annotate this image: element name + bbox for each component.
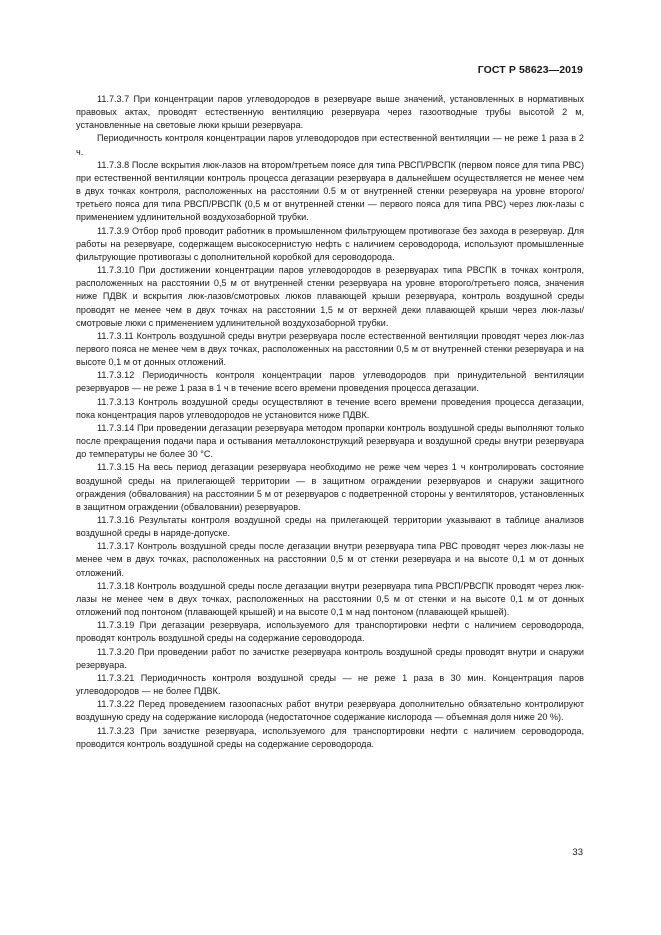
paragraph-11-7-3-11: 11.7.3.11 Контроль воздушной среды внутри резервуара после естественной вентиляции проводят через люк-лаз первого пояса не менее чем в двух точках, расположенных на расстоянии 0,5 м от внутренней стенки резервуара и на высоте 0,1 м от донных отложений. <box>76 330 584 368</box>
paragraph-11-7-3-9: 11.7.3.9 Отбор проб проводит работник в промышленном фильтрующем противогазе без захода в резервуар. Для работы на резервуаре, содержащем высокосернистую нефть с наличием сероводорода, используют промышленные фильтрующие противогазы с дополнительной коробкой для сероводорода. <box>76 225 584 262</box>
paragraph-11-7-3-14: 11.7.3.14 При проведении дегазации резервуара методом пропарки контроль воздушной среды выполняют только после прекращения подачи пара и остывания металлоконструкций резервуара и воздушной среды внутри резервуара до температуры не более 30 °С. <box>76 422 584 460</box>
paragraph-11-7-3-8: 11.7.3.8 После вскрытия люк-лазов на втором/третьем поясе для типа РВСП/РВСПК (первом поясе для типа РВС) при естественной вентиляции контроль процесса дегазации резервуара в дальнейшем осуществляется не менее чем в двух точках контроля, расположенных на расстоянии 0.5 м от внутренней стенки резервуара на уровне второго/третьего пояса для типа РВСП/РВСПК (0,5 м от внутренней стенки — первого пояса для типа РВС) через люк-лазы с применением удлинительной воздухозаборной трубки. <box>76 159 584 223</box>
paragraph-11-7-3-13: 11.7.3.13 Контроль воздушной среды осуществляют в течение всего времени проведения процесса дегазации, пока концентрация паров углеводородов не установится ниже ПДВК. <box>76 396 584 420</box>
paragraph-11-7-3-18: 11.7.3.18 Контроль воздушной среды после дегазации внутри резервуара типа РВСП/РВСПК проводят через люк-лазы не менее чем в двух точках, расположенных на расстоянии 0,5 м от стенки и на высоте 0,1 м от донных отложений под понтоном (плавающей крышей) и на высоте 0,1 м над понтоном (плавающей крышей). <box>76 580 584 618</box>
standard-number-header: ГОСТ Р 58623—2019 <box>477 64 583 76</box>
paragraph-11-7-3-10: 11.7.3.10 При достижении концентрации паров углеводородов в резервуарах типа РВСПК в точках контроля, расположенных на расстоянии 0,5 м от внутренней стенки резервуара на уровне второго/третьего пояса, значения ниже ПДВК и вскрытия люк-лазов/смотровых люков плавающей крыши резервуара, контроль воздушной среды проводят не менее чем в двух точках на расстоянии 1,5 м от верхней деки плавающей крыши через люк-лазы/смотровые люки с применением удлинительной воздухозаборной трубки. <box>76 265 584 328</box>
paragraph-natural-ventilation-periodicity: Периодичность контроля концентрации паров углеводородов при естественной вентиляции — не реже 1 раза в 2 ч. <box>76 133 584 157</box>
paragraph-11-7-3-12: 11.7.3.12 Периодичность контроля концентрации паров углеводородов при принудительной вентиляции резервуаров — не реже 1 раза в 1 ч в течение всего времени проведения процесса дегазации. <box>76 370 584 394</box>
paragraph-11-7-3-17: 11.7.3.17 Контроль воздушной среды после дегазации внутри резервуара типа РВС проводят через люк-лазы не менее чем в двух точках, расположенных на расстоянии 0,5 м от стенки резервуара и на высоте 0,1 м от донных отложений. <box>76 541 584 578</box>
paragraph-11-7-3-15: 11.7.3.15 На весь период дегазации резервуара необходимо не реже чем через 1 ч контролировать состояние воздушной среды на прилегающей территории — в защитном ограждении резервуаров и снаружи защитного ограждения (обвалования) на расстоянии 5 м от резервуаров с подветренной стороны у вентиляторов, установленных в защитном ограждении (обваловании) резервуаров. <box>76 462 584 512</box>
paragraph-11-7-3-16: 11.7.3.16 Результаты контроля воздушной среды на прилегающей территории указывают в таблице анализов воздушной среды в наряде-допуске. <box>76 515 584 539</box>
page-number: 33 <box>572 847 583 858</box>
document-body <box>76 93 584 751</box>
paragraph-11-7-3-19: 11.7.3.19 При дегазации резервуара, используемого для транспортировки нефти с наличием сероводорода, проводят контроль воздушной среды на содержание сероводорода. <box>76 620 584 644</box>
paragraph-11-7-3-7: 11.7.3.7 При концентрации паров углеводородов в резервуаре выше значений, установленных в нормативных правовых актах, проводят естественную вентиляцию резервуара через газоотводные трубы высотой 2 м, установленные на световые люки крыши резервуара. <box>76 94 584 131</box>
paragraph-11-7-3-22: 11.7.3.22 Перед проведением газоопасных работ внутри резервуара дополнительно обязательно контролируют воздушную среду на содержание кислорода (недостаточное содержание кислорода — объемная доля ниже 20 %). <box>76 699 584 723</box>
paragraph-11-7-3-23: 11.7.3.23 При зачистке резервуара, используемого для транспортировки нефти с наличием сероводорода, проводится контроль воздушной среды на содержание сероводорода. <box>76 725 584 749</box>
paragraph-11-7-3-20: 11.7.3.20 При проведении работ по зачистке резервуара контроль воздушной среды проводят внутри и снаружи резервуара. <box>76 646 584 670</box>
paragraph-11-7-3-21: 11.7.3.21 Периодичность контроля воздушной среды — не реже 1 раза в 30 мин. Концентрация паров углеводородов — не более ПДВК. <box>76 672 584 697</box>
